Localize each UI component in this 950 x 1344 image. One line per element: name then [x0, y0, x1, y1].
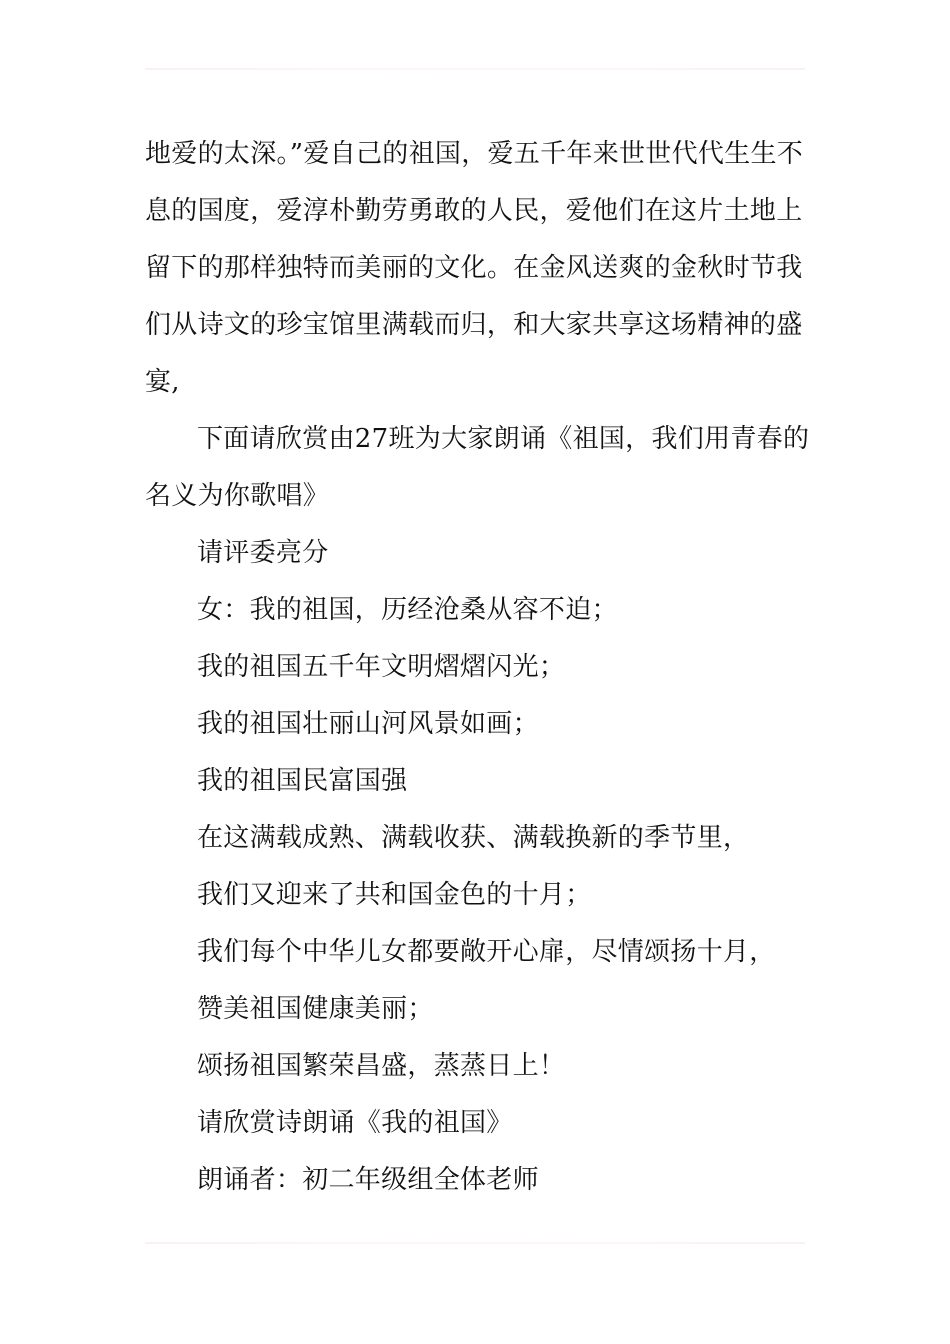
paragraph-judges: 请评委亮分 — [197, 538, 329, 568]
poem-line: 我们每个中华儿女都要敞开心扉，尽情颂扬十月， — [197, 937, 776, 967]
document-body — [145, 126, 810, 1209]
reciters-line: 朗诵者：初二年级组全体老师 — [197, 1165, 539, 1195]
program-announcement: 请欣赏诗朗诵《我的祖国》 — [197, 1108, 513, 1138]
poem-line: 我们又迎来了共和国金色的十月； — [197, 880, 592, 910]
paragraph-continuation: 地爱的太深。”爱自己的祖国，爱五千年来世世代代生生不息的国度，爱淳朴勤劳勇敢的人民，爱他们在这片土地上留下的那样独特而美丽的文化。在金风送爽的金秋时节我们从诗文的珍宝馆里满载而归，和大家共享这场精神的盛宴, — [145, 139, 804, 397]
poem-line: 赞美祖国健康美丽； — [197, 994, 434, 1024]
poem-line: 我的祖国五千年文明熠熠闪光； — [197, 652, 566, 682]
poem-line: 我的祖国壮丽山河风景如画； — [197, 709, 539, 739]
poem-line: 颂扬祖国繁荣昌盛，蒸蒸日上！ — [197, 1051, 566, 1081]
poem-line: 在这满载成熟、满载收获、满载换新的季节里， — [197, 823, 750, 853]
poem-line: 我的祖国民富国强 — [197, 766, 408, 796]
paragraph-program-intro: 下面请欣赏由27班为大家朗诵《祖国，我们用青春的名义为你歌唱》 — [145, 424, 810, 511]
header-rule — [145, 68, 805, 70]
poem-line: 女：我的祖国，历经沧桑从容不迫； — [197, 595, 618, 625]
footer-rule — [145, 1242, 805, 1244]
